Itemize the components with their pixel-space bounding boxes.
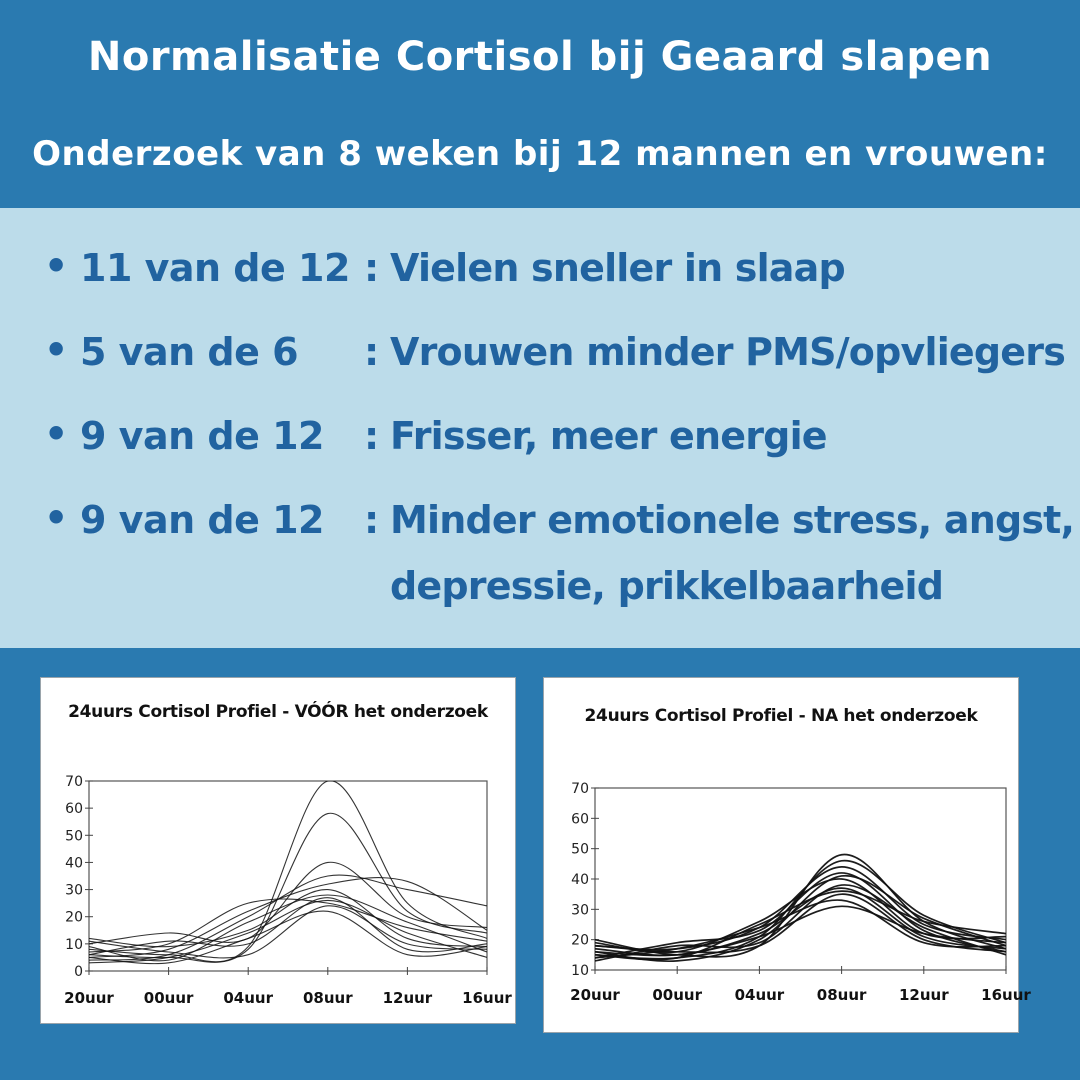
x-tick-label: 08uur xyxy=(816,986,867,1004)
finding-effect-continued: depressie, prikkelbaarheid xyxy=(390,564,944,608)
x-tick-label: 04uur xyxy=(734,986,785,1004)
finding-item xyxy=(0,498,1080,558)
x-tick-label: 16uur xyxy=(981,986,1031,1004)
y-tick-label: 20 xyxy=(65,909,83,926)
finding-effect: Minder emotionele stress, angst, xyxy=(390,498,1075,542)
x-tick-label: 20uur xyxy=(570,986,620,1004)
page-subtitle: Onderzoek van 8 weken bij 12 mannen en vrouwen: xyxy=(32,134,1048,174)
x-tick-label: 12uur xyxy=(382,989,433,1007)
y-tick-label: 20 xyxy=(571,932,589,949)
finding-count: 9 van de 12 xyxy=(80,414,324,458)
finding-count: 11 van de 12 xyxy=(80,246,350,290)
y-tick-label: 40 xyxy=(571,872,589,888)
y-tick-label: 70 xyxy=(571,781,589,797)
finding-item xyxy=(0,330,1080,390)
y-tick-label: 70 xyxy=(65,774,83,790)
x-tick-label: 00uur xyxy=(652,986,703,1004)
finding-separator: : xyxy=(364,330,380,374)
bullet-icon: • xyxy=(44,244,69,288)
y-tick-label: 60 xyxy=(65,801,83,818)
y-tick-label: 60 xyxy=(571,811,589,828)
y-tick-label: 30 xyxy=(571,902,589,919)
y-tick-label: 50 xyxy=(571,841,589,858)
x-tick-label: 12uur xyxy=(898,986,949,1004)
x-tick-label: 20uur xyxy=(64,989,114,1007)
finding-separator: : xyxy=(364,498,380,542)
chart-after xyxy=(543,677,1031,1033)
series-line xyxy=(89,911,487,964)
chart-before-plot xyxy=(41,678,515,1023)
finding-effect: Vielen sneller in slaap xyxy=(390,246,845,290)
y-tick-label: 10 xyxy=(65,936,83,953)
y-tick-label: 0 xyxy=(74,964,83,980)
findings-panel xyxy=(0,208,1080,648)
bullet-icon: • xyxy=(44,412,69,456)
finding-count: 9 van de 12 xyxy=(80,498,324,542)
header xyxy=(0,0,1080,208)
chart-title: 24uurs Cortisol Profiel - NA het onderzoek xyxy=(584,706,978,726)
finding-item xyxy=(0,414,1080,474)
bullet-icon: • xyxy=(44,496,69,540)
finding-item xyxy=(0,246,1080,306)
y-tick-label: 10 xyxy=(571,963,589,979)
x-tick-label: 16uur xyxy=(462,989,512,1007)
chart-after-plot xyxy=(544,678,1031,1032)
finding-count: 5 van de 6 xyxy=(80,330,299,374)
page-title: Normalisatie Cortisol bij Geaard slapen xyxy=(87,34,993,80)
finding-separator: : xyxy=(364,414,380,458)
y-tick-label: 50 xyxy=(65,828,83,845)
x-tick-label: 08uur xyxy=(302,989,353,1007)
chart-title: 24uurs Cortisol Profiel - VÓÓR het onderzoek xyxy=(68,702,488,722)
bullet-icon: • xyxy=(44,328,69,372)
x-tick-label: 04uur xyxy=(223,989,274,1007)
finding-effect: Vrouwen minder PMS/opvliegers xyxy=(390,330,1066,374)
y-tick-label: 40 xyxy=(65,855,83,872)
y-tick-label: 30 xyxy=(65,882,83,899)
finding-separator: : xyxy=(364,246,380,290)
finding-effect: Frisser, meer energie xyxy=(390,414,827,458)
chart-before xyxy=(40,677,516,1024)
x-tick-label: 00uur xyxy=(143,989,194,1007)
